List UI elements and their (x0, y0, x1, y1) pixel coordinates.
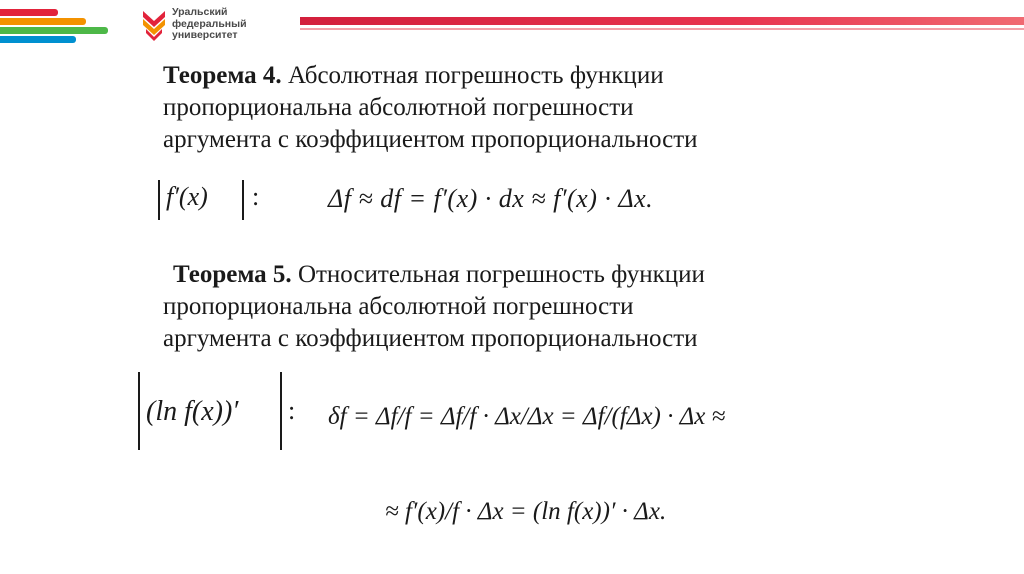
header-accent-line (300, 28, 1024, 30)
theorem-4-line-3: аргумента с коэффициентом пропорциональности (163, 126, 698, 153)
formula-5-equation-line-2: ≈ f′(x)/f · Δx = (ln f(x))′ · Δx. (385, 498, 667, 525)
coef4-text: f′(x) (166, 182, 208, 211)
theorem-5-text-1: Относительная погрешность функции (297, 261, 705, 288)
theorem-5-label: Теорема 5. (173, 261, 292, 288)
logo-mark-icon (140, 9, 168, 43)
theorem-5-line-2: пропорциональна абсолютной погрешности (163, 293, 634, 320)
header-stripes (0, 0, 140, 48)
abs-bar (242, 180, 244, 220)
coef4-suffix: : (252, 182, 260, 211)
formula-5-equation-line-1: δf = Δf/f = Δf/f · Δx/Δx = Δf/(fΔx) · Δx ≈ (328, 403, 726, 430)
formula-4-equation: Δf ≈ df = f′(x) · dx ≈ f′(x) · Δx. (328, 184, 654, 213)
coef5-suffix: : (288, 396, 296, 425)
theorem-4-label: Теорема 4. (163, 62, 282, 89)
abs-bar (280, 372, 282, 450)
stripe-green (0, 27, 108, 34)
theorem-4-text-1: Абсолютная погрешность функции (287, 62, 664, 89)
abs-bar (138, 372, 140, 450)
theorem-4 (163, 60, 698, 156)
logo-line-1: Уральский (172, 6, 228, 18)
coef5-text: (ln f(x))′ (146, 396, 239, 427)
theorem-5 (163, 259, 705, 355)
theorem-4-line-2: пропорциональна абсолютной погрешности (163, 94, 634, 121)
stripe-orange (0, 18, 86, 25)
theorem-5-line-1 (163, 259, 705, 291)
stripe-blue (0, 36, 76, 43)
theorem-5-line-3: аргумента с коэффициентом пропорциональности (163, 325, 698, 352)
logo-text (172, 7, 247, 42)
theorem-4-line-1 (163, 60, 698, 92)
stripe-red (0, 9, 58, 16)
logo-line-3: университет (172, 29, 238, 41)
university-logo (140, 6, 270, 46)
abs-bar (158, 180, 160, 220)
formula-5-coefficient (138, 372, 303, 452)
logo-line-2: федеральный (172, 17, 247, 30)
formula-4-coefficient (158, 178, 278, 222)
header-accent-bar (300, 17, 1024, 25)
